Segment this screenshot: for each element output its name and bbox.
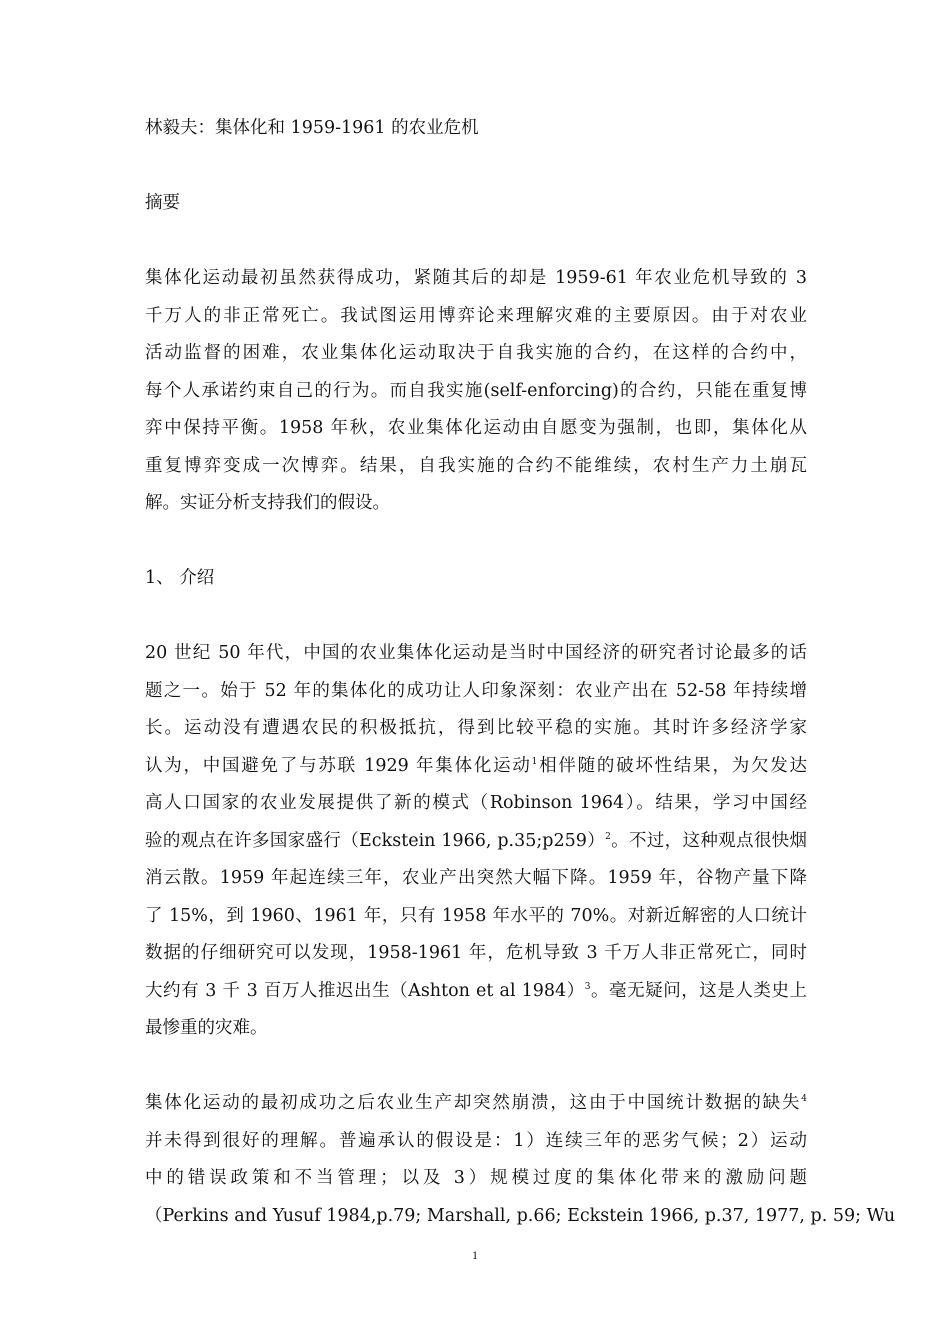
paragraph-line: （Perkins and Yusuf 1984,p.79; Marshall, p.66; Eckstein 1966, p.37, 1977, p. 59; Wu bbox=[145, 1205, 896, 1226]
paragraph-line: 消云散。1959 年起连续三年，农业产出突然大幅下降。1959 年，谷物产量下降 bbox=[145, 868, 807, 888]
text-segment: 集体化运动的最初成功之后农业生产却突然崩溃，这由于中国统计数据的缺失 bbox=[145, 1093, 802, 1113]
abstract-line: 每个人承诺约束自己的行为。而自我实施(self-enforcing)的合约，只能在重复博 bbox=[145, 380, 807, 401]
abstract-heading: 摘要 bbox=[145, 193, 180, 213]
paragraph-line: 数据的仔细研究可以发现，1958-1961 年，危机导致 3 千万人非正常死亡，同时 bbox=[145, 943, 807, 963]
spacer bbox=[145, 148, 807, 186]
abstract-line: 解。实证分析支持我们的假设。 bbox=[145, 493, 390, 513]
footnote-marker: 2 bbox=[605, 831, 611, 842]
paragraph-line: 长。运动没有遭遇农民的积极抵抗，得到比较平稳的实施。其时许多经济学家 bbox=[145, 718, 807, 738]
paragraph-line-with-footnote bbox=[145, 823, 807, 861]
paragraph-line: 中的错误政策和不当管理；以及 3）规模过度的集体化带来的激励问题 bbox=[145, 1168, 807, 1188]
text-segment: 认为，中国避免了与苏联 1929 年集体化运动 bbox=[145, 755, 532, 776]
spacer bbox=[145, 1048, 807, 1086]
footnote-marker: 4 bbox=[801, 1094, 807, 1105]
text-segment: 。毫无疑问，这是人类史上 bbox=[590, 980, 807, 1001]
footnote-marker: 3 bbox=[584, 981, 591, 992]
page-number: 1 bbox=[472, 1248, 478, 1262]
intro-paragraph-2 bbox=[145, 1085, 896, 1235]
paragraph-line: 了 15%，到 1960、1961 年，只有 1958 年水平的 70%。对新近解密的人口统计 bbox=[145, 905, 807, 926]
paragraph-line: 题之一。始于 52 年的集体化的成功让人印象深刻：农业产出在 52-58 年持续增 bbox=[145, 680, 807, 701]
abstract-line: 活动监督的困难，农业集体化运动取决于自我实施的合约，在这样的合约中， bbox=[145, 343, 807, 363]
paragraph-line: 20 世纪 50 年代，中国的农业集体化运动是当时中国经济的研究者讨论最多的话 bbox=[145, 643, 807, 663]
document-title: 林毅夫：集体化和 1959-1961 的农业危机 bbox=[145, 118, 479, 138]
spacer bbox=[145, 223, 807, 261]
abstract-line: 重复博弈变成一次博弈。结果，自我实施的合约不能维续，农村生产力土崩瓦 bbox=[145, 455, 807, 476]
document-body bbox=[145, 110, 896, 1235]
paragraph-line-with-footnote bbox=[145, 1085, 807, 1123]
intro-paragraph-1 bbox=[145, 635, 807, 1048]
paragraph-line: 高人口国家的农业发展提供了新的模式（Robinson 1964）。结果，学习中国经 bbox=[145, 793, 807, 813]
paragraph-line-with-footnote bbox=[145, 748, 807, 786]
text-segment: 验的观点在许多国家盛行（Eckstein 1966, p.35;p259） bbox=[145, 830, 606, 851]
paragraph-line: 并未得到很好的理解。普遍承认的假设是：1）连续三年的恶劣气候；2）运动 bbox=[145, 1130, 807, 1151]
text-segment: 大约有 3 千 3 百万人推迟出生（Ashton et al 1984） bbox=[145, 980, 585, 1001]
footnote-marker: 1 bbox=[531, 756, 538, 767]
abstract-line: 集体化运动最初虽然获得成功，紧随其后的却是 1959-61 年农业危机导致的 3 bbox=[145, 268, 807, 288]
spacer bbox=[145, 523, 807, 561]
text-segment: 相伴随的破坏性结果，为欠发达 bbox=[537, 755, 807, 776]
abstract-line: 弈中保持平衡。1958 年秋，农业集体化运动由自愿变为强制，也即，集体化从 bbox=[145, 418, 807, 438]
spacer bbox=[145, 598, 807, 636]
abstract-line: 千万人的非正常死亡。我试图运用博弈论来理解灾难的主要原因。由于对农业 bbox=[145, 305, 807, 326]
paragraph-line-with-footnote bbox=[145, 973, 807, 1011]
section-heading: 1、 介绍 bbox=[145, 568, 215, 588]
paragraph-line: 最惨重的灾难。 bbox=[145, 1018, 268, 1038]
abstract-paragraph bbox=[145, 260, 807, 523]
text-segment: 。不过，这种观点很快烟 bbox=[610, 830, 807, 851]
